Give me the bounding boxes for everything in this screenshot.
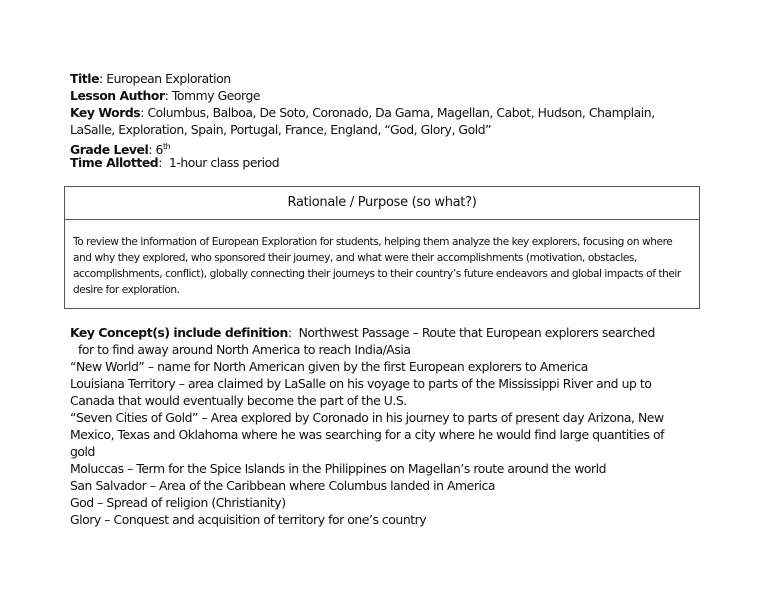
concept-line: “New World” – name for North American given by the first European explorers to America bbox=[70, 359, 588, 374]
time-line: Time Allotted: 1-hour class period bbox=[70, 155, 280, 170]
concept-line: Mexico, Texas and Oklahoma where he was searching for a city where he would find large quantities of bbox=[70, 427, 665, 442]
concept-line: Canada that would eventually become the part of the U.S. bbox=[70, 393, 407, 408]
key-concepts-line: Key Concept(s) include definition: Northwest Passage – Route that European explorers searched bbox=[70, 325, 655, 340]
concept-line: God – Spread of religion (Christianity) bbox=[70, 495, 286, 510]
concept-line: Moluccas – Term for the Spice Islands in the Philippines on Magellan’s route around the world bbox=[70, 461, 607, 476]
rationale-table bbox=[64, 186, 700, 309]
concept-line: “Seven Cities of Gold” – Area explored by Coronado in his journey to parts of present day Arizona, New bbox=[70, 410, 664, 425]
rationale-heading: Rationale / Purpose (so what?) bbox=[65, 187, 699, 220]
keywords-line-2: LaSalle, Exploration, Spain, Portugal, France, England, “God, Glory, Gold” bbox=[70, 122, 492, 137]
title-line: Title: European Exploration bbox=[70, 71, 231, 86]
concept-line: gold bbox=[70, 444, 95, 459]
concept-line: for to find away around North America to reach India/Asia bbox=[78, 342, 411, 357]
keywords-line: Key Words: Columbus, Balboa, De Soto, Coronado, Da Gama, Magellan, Cabot, Hudson, Champlain, bbox=[70, 105, 655, 120]
grade-line: Grade Level: 6th bbox=[70, 142, 171, 158]
concept-line: San Salvador – Area of the Caribbean where Columbus landed in America bbox=[70, 478, 495, 493]
author-line: Lesson Author: Tommy George bbox=[70, 88, 261, 103]
rationale-body: To review the information of European Exploration for students, helping them analyze the key explorers, focusing on where and why they explored, who sponsored their journey, and what were their accomplishments (motivation, obstacles, accomplishments, conflict), globally connecting their journeys to their country’s future endeavors and global impacts of their desire for exploration. bbox=[73, 236, 681, 296]
concept-line: Glory – Conquest and acquisition of territory for one’s country bbox=[70, 512, 427, 527]
concept-line: Louisiana Territory – area claimed by LaSalle on his voyage to parts of the Mississippi River and up to bbox=[70, 376, 652, 391]
